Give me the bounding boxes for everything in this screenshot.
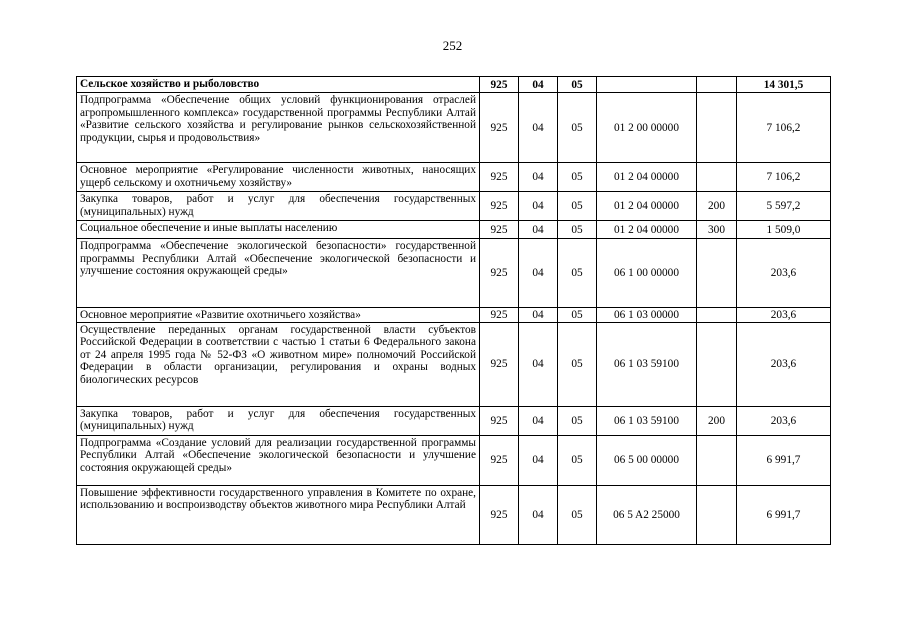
subsection-code-cell: 05 [558, 435, 597, 485]
ministry-code-cell: 925 [480, 77, 519, 93]
section-code-cell: 04 [519, 239, 558, 308]
page-number: 252 [442, 38, 463, 53]
amount-cell: 203,6 [737, 322, 831, 406]
description-cell: Основное мероприятие «Развитие охотничьего хозяйства» [77, 308, 480, 323]
expense-type-cell [697, 239, 737, 308]
description-cell: Повышение эффективности государственного управления в Комитете по охране, использованию и воспроизводству объектов животного мира Республики Алтай [77, 485, 480, 544]
expense-type-cell: 200 [697, 192, 737, 221]
expense-type-cell [697, 435, 737, 485]
subsection-code-cell: 05 [558, 221, 597, 239]
amount-cell: 7 106,2 [737, 93, 831, 163]
ministry-code-cell: 925 [480, 435, 519, 485]
amount-cell: 203,6 [737, 308, 831, 323]
expense-type-cell [697, 308, 737, 323]
target-article-cell: 01 2 04 00000 [597, 163, 697, 192]
subsection-code-cell: 05 [558, 239, 597, 308]
ministry-code-cell: 925 [480, 308, 519, 323]
amount-cell: 203,6 [737, 406, 831, 435]
description-cell: Осуществление переданных органам государственной власти субъектов Российской Федерации в соответствии с частью 1 статьи 6 Федерального закона от 24 апреля 1995 года № 52-ФЗ «О животном мире» полномочий Российской Федерации в области организации, регулирования и охраны водных биологических ресурсов [77, 322, 480, 406]
section-code-cell: 04 [519, 163, 558, 192]
target-article-cell: 01 2 04 00000 [597, 192, 697, 221]
subsection-code-cell: 05 [558, 308, 597, 323]
section-code-cell: 04 [519, 406, 558, 435]
section-code-cell: 04 [519, 435, 558, 485]
expense-type-cell [697, 485, 737, 544]
subsection-code-cell: 05 [558, 406, 597, 435]
expense-type-cell [697, 163, 737, 192]
section-code-cell: 04 [519, 77, 558, 93]
table-row [77, 77, 831, 93]
table-row [77, 308, 831, 323]
subsection-code-cell: 05 [558, 192, 597, 221]
description-cell: Закупка товаров, работ и услуг для обеспечения государственных (муниципальных) нужд [77, 406, 480, 435]
expense-type-cell: 200 [697, 406, 737, 435]
target-article-cell: 06 1 03 00000 [597, 308, 697, 323]
ministry-code-cell: 925 [480, 239, 519, 308]
description-cell: Подпрограмма «Обеспечение общих условий функционирования отраслей агропромышленного комплекса» государственной программы Республики Алтай «Развитие сельского хозяйства и регулирование рынков сельскохозяйственной продукции, сырья и продовольствия» [77, 93, 480, 163]
table-row [77, 93, 831, 163]
expense-type-cell [697, 77, 737, 93]
ministry-code-cell: 925 [480, 322, 519, 406]
subsection-code-cell: 05 [558, 93, 597, 163]
expense-type-cell [697, 93, 737, 163]
description-cell: Подпрограмма «Обеспечение экологической безопасности» государственной программы Республики Алтай «Обеспечение экологической безопасности и улучшение состояния окружающей среды» [77, 239, 480, 308]
budget-table [76, 76, 831, 545]
amount-cell: 7 106,2 [737, 163, 831, 192]
target-article-cell: 01 2 00 00000 [597, 93, 697, 163]
expense-type-cell: 300 [697, 221, 737, 239]
target-article-cell: 06 1 03 59100 [597, 406, 697, 435]
table-row [77, 221, 831, 239]
ministry-code-cell: 925 [480, 192, 519, 221]
section-code-cell: 04 [519, 221, 558, 239]
amount-cell: 5 597,2 [737, 192, 831, 221]
ministry-code-cell: 925 [480, 485, 519, 544]
section-code-cell: 04 [519, 308, 558, 323]
section-code-cell: 04 [519, 192, 558, 221]
amount-cell: 6 991,7 [737, 485, 831, 544]
subsection-code-cell: 05 [558, 485, 597, 544]
target-article-cell: 06 5 00 00000 [597, 435, 697, 485]
table-row [77, 239, 831, 308]
target-article-cell: 06 1 03 59100 [597, 322, 697, 406]
amount-cell: 1 509,0 [737, 221, 831, 239]
subsection-code-cell: 05 [558, 163, 597, 192]
table-row [77, 485, 831, 544]
description-cell: Основное мероприятие «Регулирование численности животных, наносящих ущерб сельскому и охотничьему хозяйству» [77, 163, 480, 192]
table-row [77, 163, 831, 192]
section-code-cell: 04 [519, 322, 558, 406]
description-cell: Социальное обеспечение и иные выплаты населению [77, 221, 480, 239]
table-row [77, 435, 831, 485]
ministry-code-cell: 925 [480, 93, 519, 163]
target-article-cell: 06 1 00 00000 [597, 239, 697, 308]
description-cell: Подпрограмма «Создание условий для реализации государственной программы Республики Алтай «Обеспечение экологической безопасности и улучшение состояния окружающей среды» [77, 435, 480, 485]
table-row [77, 192, 831, 221]
subsection-code-cell: 05 [558, 77, 597, 93]
description-cell: Сельское хозяйство и рыболовство [77, 77, 480, 93]
section-code-cell: 04 [519, 485, 558, 544]
amount-cell: 203,6 [737, 239, 831, 308]
subsection-code-cell: 05 [558, 322, 597, 406]
ministry-code-cell: 925 [480, 406, 519, 435]
target-article-cell [597, 77, 697, 93]
expense-type-cell [697, 322, 737, 406]
ministry-code-cell: 925 [480, 221, 519, 239]
target-article-cell: 06 5 A2 25000 [597, 485, 697, 544]
ministry-code-cell: 925 [480, 163, 519, 192]
table-row [77, 322, 831, 406]
description-cell: Закупка товаров, работ и услуг для обеспечения государственных (муниципальных) нужд [77, 192, 480, 221]
target-article-cell: 01 2 04 00000 [597, 221, 697, 239]
table-row [77, 406, 831, 435]
amount-cell: 6 991,7 [737, 435, 831, 485]
amount-cell: 14 301,5 [737, 77, 831, 93]
section-code-cell: 04 [519, 93, 558, 163]
